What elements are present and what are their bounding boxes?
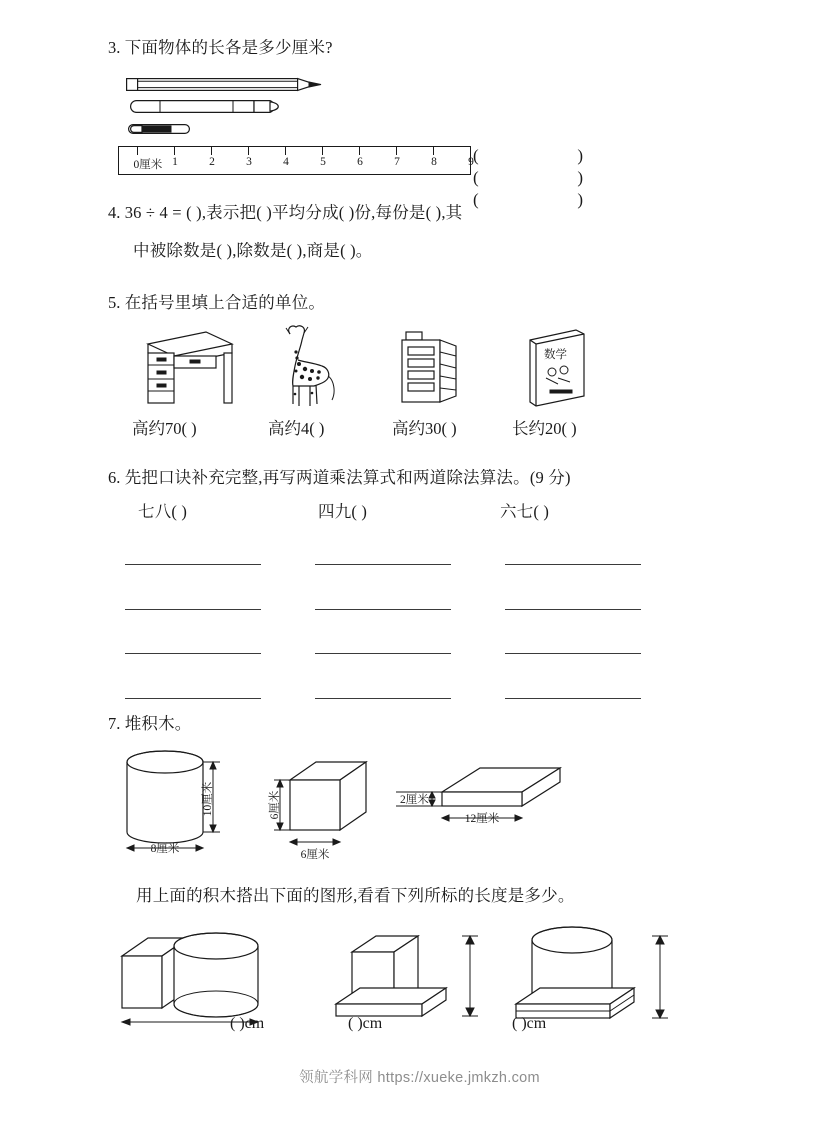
footer-watermark: 领航学科网 https://xueke.jmkzh.com <box>299 1070 540 1086</box>
answer-line[interactable] <box>315 564 451 565</box>
composite-1-measure-label[interactable]: ( )cm <box>230 1015 265 1032</box>
question-4-line-1 <box>108 201 462 226</box>
math-book-icon <box>500 322 624 414</box>
composite-2-measure-label[interactable]: ( )cm <box>348 1015 383 1032</box>
question-6-formula-2[interactable]: 四九( ) <box>318 502 368 521</box>
question-5-number: 5. <box>108 293 121 312</box>
question-6-prompt: 先把口诀补充完整,再写两道乘法算式和两道除法算法。(9 分) <box>124 468 571 487</box>
ruler-figure <box>118 146 474 175</box>
question-7-sub-prompt: 用上面的积木搭出下面的图形,看看下列所标的长度是多少。 <box>136 886 575 905</box>
slab-block-figure <box>396 768 560 825</box>
question-4-line-2[interactable]: 中被除数是( ),除数是( ),商是( )。 <box>133 241 373 260</box>
paren-open: ( <box>473 168 479 187</box>
question-5-figure <box>128 322 626 414</box>
question-3-answer-3[interactable] <box>473 190 583 210</box>
cube-block-figure <box>267 762 366 861</box>
question-4-text-1[interactable]: 36 ÷ 4 = ( ),表示把( )平均分成( )份,每份是( ),其 <box>124 203 463 222</box>
question-7-block-figures <box>112 742 612 864</box>
question-6-heading <box>108 466 571 491</box>
question-4-number: 4. <box>108 203 121 222</box>
cube-on-slab-figure <box>336 936 478 1016</box>
answer-line[interactable] <box>505 564 641 565</box>
ruler-tick-8: 8 <box>431 156 437 168</box>
book-title-text: 数学 <box>544 349 567 361</box>
question-3-heading <box>108 36 333 61</box>
answer-line[interactable] <box>125 653 261 654</box>
paren-close: ) <box>577 190 583 209</box>
answer-line[interactable] <box>505 609 641 610</box>
unit-label-giraffe[interactable]: 高约4( ) <box>268 419 325 438</box>
ruler-label-origin: 0厘米 <box>133 159 163 171</box>
question-3-answer-2[interactable] <box>473 168 583 188</box>
composite-3-measure-label[interactable]: ( )cm <box>512 1015 547 1032</box>
question-3-answer-group <box>473 146 591 220</box>
paren-open: ( <box>473 190 479 209</box>
paren-close: ) <box>577 146 583 165</box>
question-5-heading <box>108 291 325 316</box>
question-3-answer-1[interactable] <box>473 146 583 166</box>
question-7-heading <box>108 712 192 737</box>
question-6-number: 6. <box>108 468 121 487</box>
question-5-unit-labels <box>120 415 640 439</box>
slab-length-label: 12厘米 <box>464 813 500 825</box>
giraffe-icon <box>252 322 376 414</box>
unit-label-desk[interactable]: 高约70( ) <box>132 419 197 438</box>
paren-close: ) <box>577 168 583 187</box>
answer-line[interactable] <box>125 564 261 565</box>
question-3-figure <box>118 72 583 209</box>
ruler-tick-4: 4 <box>283 156 289 168</box>
cylinder-width-label: 8厘米 <box>150 843 180 855</box>
cube-height-label: 6厘米 <box>269 790 281 820</box>
building-icon <box>376 322 500 414</box>
question-3-prompt: 下面物体的长各是多少厘米? <box>124 38 333 57</box>
cylinder-block-figure <box>127 751 220 855</box>
cube-beside-cylinder-figure <box>122 933 258 1025</box>
answer-line[interactable] <box>315 698 451 699</box>
question-6-formula-1[interactable]: 七八( ) <box>138 502 188 521</box>
unit-label-building[interactable]: 高约30( ) <box>392 419 457 438</box>
desk-icon <box>128 322 252 414</box>
cylinder-on-slab-figure <box>516 927 668 1018</box>
answer-line[interactable] <box>125 609 261 610</box>
answer-line[interactable] <box>315 609 451 610</box>
question-5-prompt: 在括号里填上合适的单位。 <box>124 293 326 312</box>
pencil-medium-icon <box>130 100 287 113</box>
ruler-tick-1: 1 <box>172 156 178 168</box>
unit-label-book[interactable]: 长约20( ) <box>512 419 577 438</box>
question-6-answer-lines <box>125 552 755 702</box>
question-7-prompt: 堆积木。 <box>124 714 192 733</box>
answer-line[interactable] <box>125 698 261 699</box>
answer-line[interactable] <box>505 698 641 699</box>
cube-width-label: 6厘米 <box>300 849 330 861</box>
question-7-number: 7. <box>108 714 121 733</box>
question-7-composite-figures <box>112 918 712 1048</box>
question-3-number: 3. <box>108 38 121 57</box>
ruler-tick-7: 7 <box>394 156 400 168</box>
ruler-tick-3: 3 <box>246 156 252 168</box>
answer-line[interactable] <box>505 653 641 654</box>
ruler-tick-5: 5 <box>320 156 326 168</box>
ruler-tick-6: 6 <box>357 156 363 168</box>
answer-line[interactable] <box>315 653 451 654</box>
question-6-formula-3[interactable]: 六七( ) <box>500 502 550 521</box>
slab-thickness-label: 2厘米 <box>400 794 429 806</box>
ruler-tick-9: 9 <box>468 156 474 168</box>
eraser-small-icon <box>128 124 191 134</box>
ruler-tick-2: 2 <box>209 156 215 168</box>
pencil-long-icon <box>126 78 322 91</box>
paren-open: ( <box>473 146 479 165</box>
cylinder-height-label: 10厘米 <box>202 781 214 817</box>
